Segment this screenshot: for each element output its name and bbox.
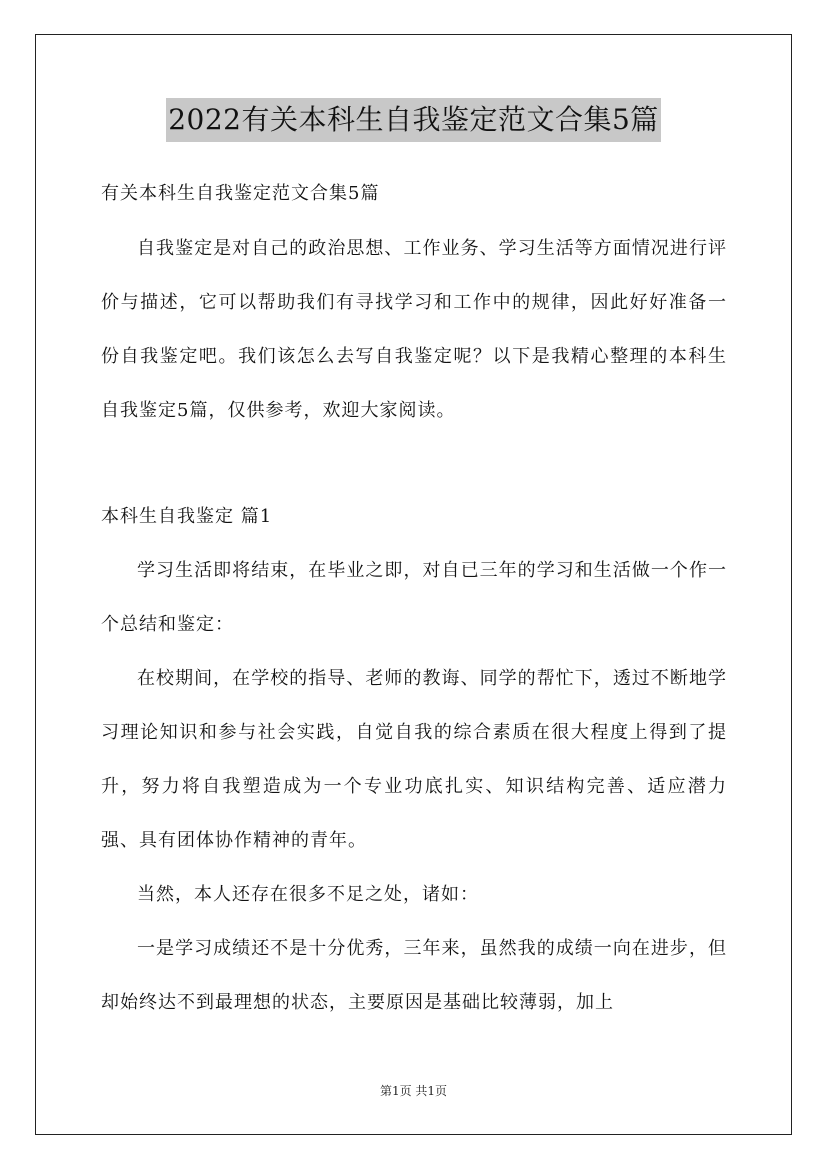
page-footer: 第1页 共1页 [379, 1084, 448, 1098]
document-title: 2022有关本科生自我鉴定范文合集5篇 [166, 98, 661, 142]
body-paragraph-3: 当然，本人还存在很多不足之处，诸如： [137, 884, 479, 905]
paragraph-gap [101, 438, 727, 490]
section-heading: 本科生自我鉴定 篇1 [101, 506, 273, 527]
body-paragraph-2: 在校期间，在学校的指导、老师的教诲、同学的帮忙下，透过不断地学习理论知识和参与社会实践，自觉自我的综合素质在很大程度上得到了提升，努力将自我塑造成为一个专业功底扎实、知识结构完善、适应潜力强、具有团体协作精神的青年。 [101, 668, 727, 851]
document-body [101, 166, 727, 1030]
title-container [0, 98, 827, 142]
body-paragraph-4: 一是学习成绩还不是十分优秀，三年来，虽然我的成绩一向在进步，但却始终达不到最理想的状态，主要原因是基础比较薄弱，加上 [101, 938, 727, 1013]
document-subtitle: 有关本科生自我鉴定范文合集5篇 [101, 183, 380, 204]
intro-paragraph: 自我鉴定是对自己的政治思想、工作业务、学习生活等方面情况进行评价与描述，它可以帮助我们有寻找学习和工作中的规律，因此好好准备一份自我鉴定吧。我们该怎么去写自我鉴定呢？以下是我精心整理的本科生自我鉴定5篇，仅供参考，欢迎大家阅读。 [101, 238, 727, 421]
body-paragraph-1: 学习生活即将结束，在毕业之即，对自已三年的学习和生活做一个作一个总结和鉴定： [101, 560, 727, 635]
